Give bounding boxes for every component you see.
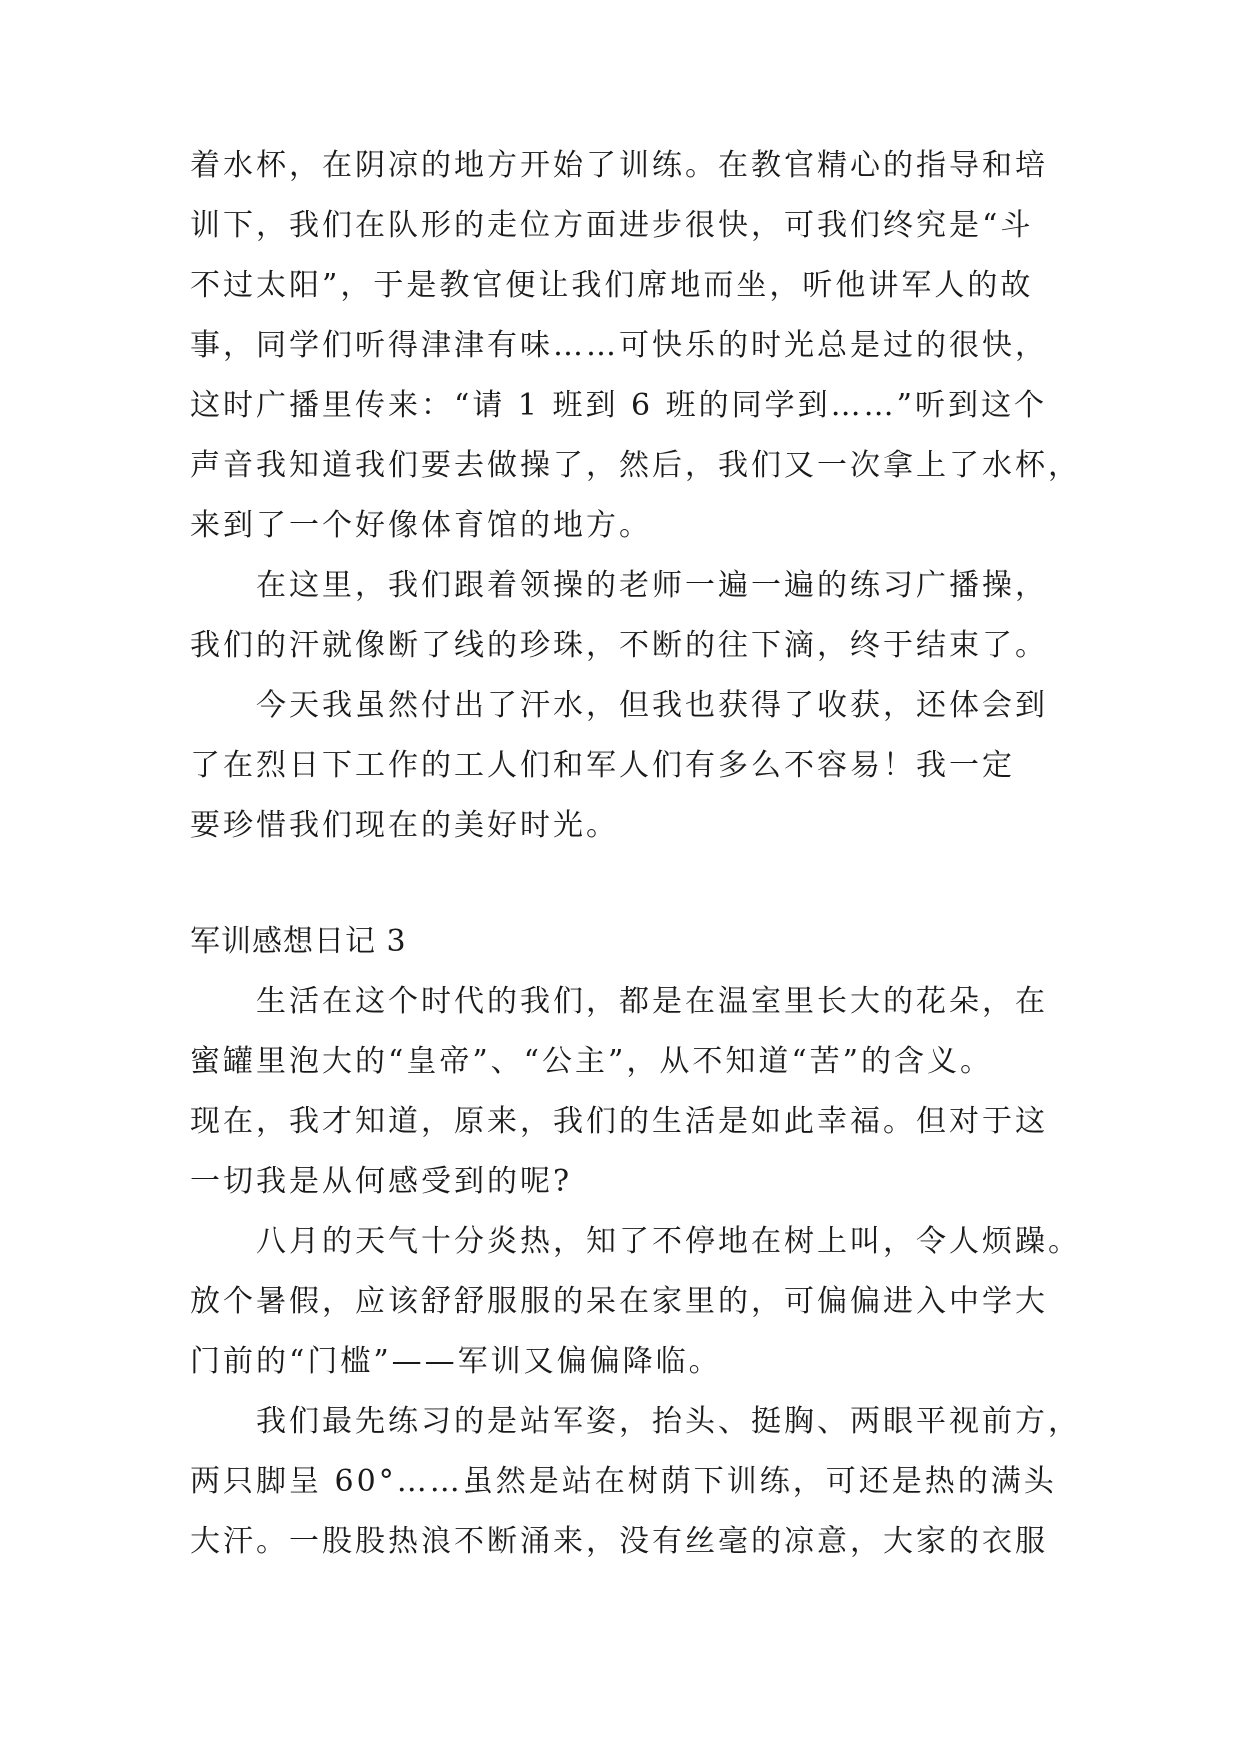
- paragraph-line: 门前的“门槛”——军训又偏偏降临。: [190, 1344, 722, 1379]
- paragraph-line: 现在，我才知道，原来，我们的生活是如此幸福。但对于这: [190, 1104, 1048, 1139]
- paragraph-line: 今天我虽然付出了汗水，但我也获得了收获，还体会到: [256, 688, 1048, 723]
- paragraph-line: 放个暑假，应该舒舒服服的呆在家里的，可偏偏进入中学大: [190, 1284, 1048, 1319]
- paragraph-line: 要珍惜我们现在的美好时光。: [190, 808, 619, 843]
- paragraph-line: 训下，我们在队形的走位方面进步很快，可我们终究是“斗: [190, 208, 1034, 243]
- paragraph-line: 来到了一个好像体育馆的地方。: [190, 508, 652, 543]
- paragraph-line: 大汗。一股股热浪不断涌来，没有丝毫的凉意，大家的衣服: [190, 1524, 1048, 1559]
- paragraph-line: 两只脚呈 60°……虽然是站在树荫下训练，可还是热的满头: [190, 1464, 1057, 1499]
- paragraph-line: 八月的天气十分炎热，知了不停地在树上叫，令人烦躁。: [256, 1224, 1081, 1259]
- paragraph-line: 生活在这个时代的我们，都是在温室里长大的花朵，在: [256, 984, 1048, 1019]
- paragraph-line: 这时广播里传来：“请 1 班到 6 班的同学到……”听到这个: [190, 388, 1047, 423]
- paragraph-line: 我们最先练习的是站军姿，抬头、挺胸、两眼平视前方，: [256, 1404, 1081, 1439]
- section-heading: 军训感想日记 3: [190, 924, 407, 959]
- paragraph-line: 不过太阳”，于是教官便让我们席地而坐，听他讲军人的故: [190, 268, 1034, 303]
- paragraph-line: 蜜罐里泡大的“皇帝”、“公主”，从不知道“苦”的含义。: [190, 1044, 994, 1079]
- paragraph-line: 我们的汗就像断了线的珍珠，不断的往下滴，终于结束了。: [190, 628, 1048, 663]
- paragraph-line: 着水杯，在阴凉的地方开始了训练。在教官精心的指导和培: [190, 148, 1048, 183]
- paragraph-line: 事，同学们听得津津有味……可快乐的时光总是过的很快，: [190, 328, 1048, 363]
- paragraph-line: 在这里，我们跟着领操的老师一遍一遍的练习广播操，: [256, 568, 1048, 603]
- paragraph-line: 声音我知道我们要去做操了，然后，我们又一次拿上了水杯，: [190, 448, 1081, 483]
- paragraph-line: 一切我是从何感受到的呢?: [190, 1164, 573, 1199]
- paragraph-line: 了在烈日下工作的工人们和军人们有多么不容易！我一定: [190, 748, 1015, 783]
